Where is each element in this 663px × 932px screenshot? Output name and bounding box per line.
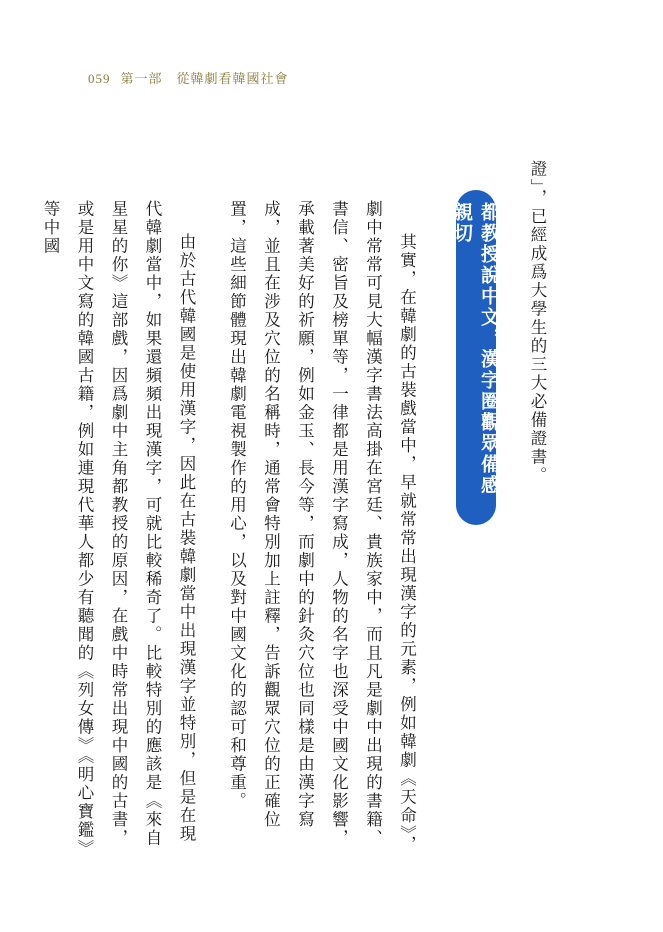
article-body: [41, 200, 440, 860]
intro-tail-text: 證」，已經成爲大學生的三大必備證書。: [528, 160, 547, 485]
paragraph-2: 由於古代韓國是使用漢字，因此在古裝韓劇當中出現漢字並特別，但是在現代韓劇當中，如果還頻頻出現漢字，可就比較稀奇了。比較特別的應該是《來自星星的你》這部戲，因爲劇中主角都教授的原因，在戲中時常出現中國的古書，或是用中文寫的韓國古籍，例如連現代華人都少有聽聞的《列女傳》《明心寶鑑》等中國: [41, 200, 196, 858]
chapter-title: 第一部 從韓劇看韓國社會: [120, 72, 289, 87]
paragraph-1: 其實，在韓劇的古裝戲當中，早就常常出現漢字的元素，例如韓劇《天命》，劇中常常可見大幅漢字書法高掛在宮廷、貴族家中，而且凡是劇中出現的書籍、書信、密旨及榜單等，一律都是用漢字寫成，人物的名字也深受中國文化影響，承載著美好的祈願，例如金玉、長今等，而劇中的針灸穴位也同樣是由漢字寫成，並且在涉及穴位的名稱時，通常會特別加上註釋，告訴觀眾穴位的正確位置，這些細節體現出韓劇電視製作的用心，以及對中國文化的認可和尊重。: [227, 200, 417, 854]
page-number: 059: [88, 71, 111, 86]
page-header: [88, 68, 289, 87]
section-heading: 都教授說中文，漢字圈觀眾備感親切: [456, 190, 496, 525]
